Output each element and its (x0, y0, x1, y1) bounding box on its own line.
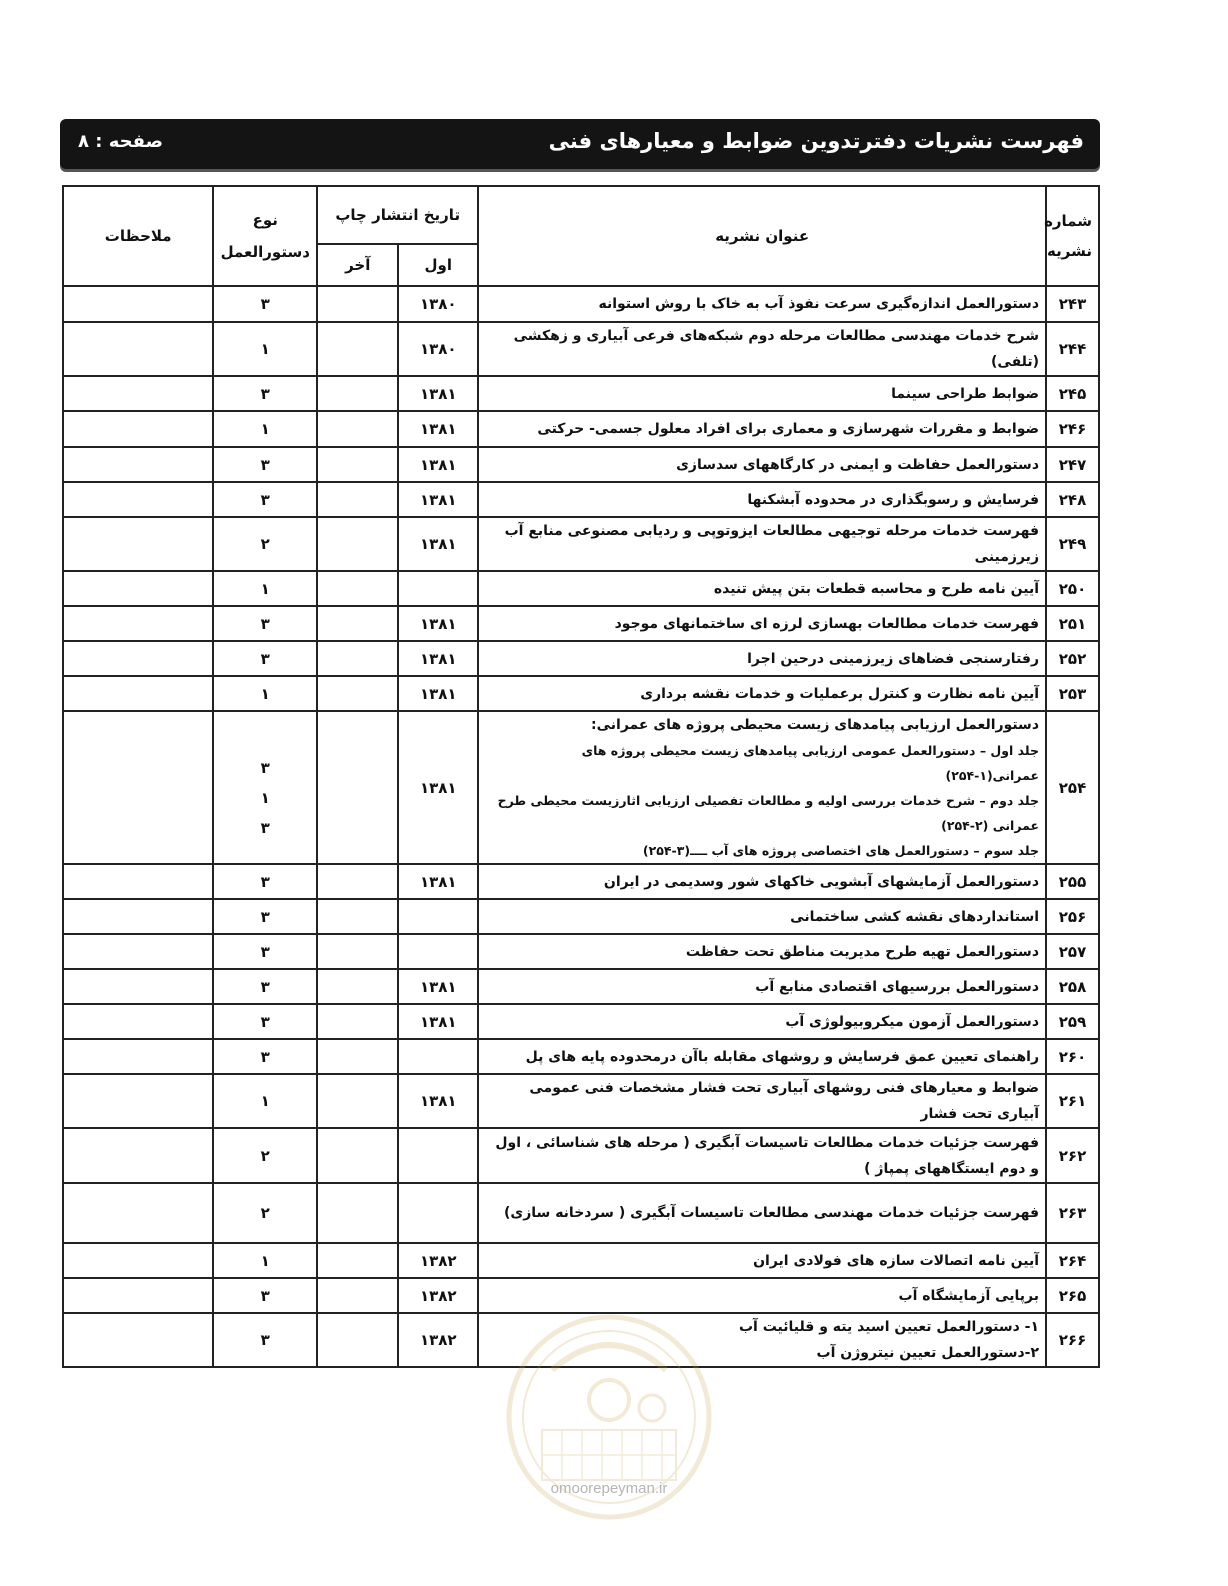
publication-title (478, 571, 1046, 606)
first-print-year (398, 1128, 478, 1183)
last-print-year (317, 1313, 398, 1367)
first-print-year (398, 899, 478, 934)
publication-title (478, 286, 1046, 322)
table-row (63, 1039, 1099, 1074)
instruction-type-value: ۳ (260, 818, 270, 837)
table-row (63, 411, 1099, 447)
publication-title-text: دستورالعمل بررسیهای اقتصادی منابع آب (755, 978, 1040, 995)
publication-title (478, 411, 1046, 447)
table-row (63, 711, 1099, 864)
table-row (63, 969, 1099, 1004)
last-print-year (317, 1243, 398, 1278)
publication-title (478, 1243, 1046, 1278)
instruction-type: ۱ (213, 322, 317, 376)
first-print-year (398, 1183, 478, 1243)
last-print-year (317, 517, 398, 571)
notes-cell (63, 376, 213, 411)
publication-title (478, 1278, 1046, 1313)
first-print-year: ۱۳۸۲ (398, 1243, 478, 1278)
publication-title (478, 376, 1046, 411)
page-number-label: صفحه : ۸ (78, 131, 163, 152)
publication-title-text: برپایی آزمایشگاه آب (898, 1287, 1040, 1304)
table-row (63, 376, 1099, 411)
publication-title-text: آیین نامه طرح و محاسبه قطعات بتن پیش تنیده (713, 580, 1040, 597)
publication-title-text: فهرست جزئیات خدمات مطالعات تاسیسات آبگیری ( مرحله های شناسائی ، اول و دوم ایستگاههای پمپاژ ) (495, 1134, 1040, 1177)
last-print-year (317, 1128, 398, 1183)
header-title: عنوان نشریه (478, 186, 1046, 286)
publication-title (478, 1183, 1046, 1243)
last-print-year (317, 711, 398, 864)
first-print-year: ۱۳۸۱ (398, 482, 478, 517)
publication-title (478, 899, 1046, 934)
first-print-year: ۱۳۸۱ (398, 517, 478, 571)
last-print-year (317, 571, 398, 606)
table-row (63, 1183, 1099, 1243)
instruction-type: ۳ (213, 482, 317, 517)
document-header-bar (60, 119, 1100, 169)
notes-cell (63, 286, 213, 322)
instruction-type: ۱ (213, 1074, 317, 1128)
publication-title-text: شرح خدمات مهندسی مطالعات مرحله دوم شبکه‌های فرعی آبیاری و زهکشی (تلفی) (513, 328, 1040, 370)
instruction-type: ۳ (213, 606, 317, 641)
instruction-type: ۲ (213, 1183, 317, 1243)
notes-cell (63, 676, 213, 711)
last-print-year (317, 286, 398, 322)
table-row (63, 286, 1099, 322)
table-row (63, 606, 1099, 641)
last-print-year (317, 411, 398, 447)
publication-number: ۲۴۵ (1046, 376, 1099, 411)
publication-number: ۲۴۴ (1046, 322, 1099, 376)
last-print-year (317, 934, 398, 969)
table-row (63, 1243, 1099, 1278)
publication-title (478, 1039, 1046, 1074)
publication-title (478, 641, 1046, 676)
publication-title-text: ۱- دستورالعمل تعیین اسید یته و قلیائیت آب (738, 1319, 1040, 1335)
notes-cell (63, 322, 213, 376)
last-print-year (317, 641, 398, 676)
table-row (63, 1278, 1099, 1313)
publication-title (478, 969, 1046, 1004)
notes-cell (63, 1278, 213, 1313)
notes-cell (63, 1004, 213, 1039)
table-row (63, 676, 1099, 711)
header-notes: ملاحظات (63, 186, 213, 286)
publication-title (478, 934, 1046, 969)
table-row (63, 864, 1099, 899)
last-print-year (317, 1278, 398, 1313)
publication-number: ۲۵۳ (1046, 676, 1099, 711)
publication-number: ۲۶۱ (1046, 1074, 1099, 1128)
instruction-type: ۳ (213, 899, 317, 934)
notes-cell (63, 864, 213, 899)
table-row (63, 934, 1099, 969)
publication-title-text: دستورالعمل آزمون میکروبیولوژی آب (785, 1013, 1040, 1030)
publication-title-text: فرسایش و رسوبگذاری در محدوده آبشکنها (747, 491, 1040, 508)
publication-volume-line: جلد اول – دستورالعمل عمومی ارزیابی پیامدهای زیست محیطی پروژه های عمرانی(۱-۲۵۴) (581, 743, 1040, 783)
publication-title-text: راهنمای تعیین عمق فرسایش و روشهای مقابله باآن درمحدوده پایه های پل (525, 1048, 1040, 1065)
publication-title-text: رفتارسنجی فضاهای زیرزمینی درحین اجرا (747, 650, 1040, 667)
publications-table (62, 185, 1100, 1368)
publication-title-text: فهرست خدمات مطالعات بهسازی لرزه ای ساختمانهای موجود (614, 615, 1040, 632)
publication-title (478, 711, 1046, 864)
instruction-type (213, 711, 317, 864)
document-title: فهرست نشریات دفترتدوین ضوابط و معیارهای فنی (548, 129, 1084, 153)
publication-volume-line: جلد دوم – شرح خدمات بررسی اولیه و مطالعات تفصیلی ارزیابی اثارزیست محیطی طرح عمرانی (۲-۲۵۴) (497, 793, 1040, 833)
publication-title (478, 864, 1046, 899)
instruction-type: ۱ (213, 1243, 317, 1278)
table-row (63, 482, 1099, 517)
instruction-type: ۳ (213, 934, 317, 969)
publication-number: ۲۵۱ (1046, 606, 1099, 641)
first-print-year: ۱۳۸۰ (398, 322, 478, 376)
instruction-type: ۳ (213, 447, 317, 482)
instruction-type: ۳ (213, 864, 317, 899)
instruction-type: ۳ (213, 1039, 317, 1074)
instruction-type: ۳ (213, 969, 317, 1004)
header-last: آخر (317, 244, 398, 286)
notes-cell (63, 517, 213, 571)
first-print-year: ۱۳۸۱ (398, 447, 478, 482)
notes-cell (63, 1183, 213, 1243)
instruction-type: ۳ (213, 1004, 317, 1039)
table-row (63, 571, 1099, 606)
last-print-year (317, 322, 398, 376)
table-body (63, 286, 1099, 1367)
last-print-year (317, 447, 398, 482)
publication-title-text: آیین نامه نظارت و کنترل برعملیات و خدمات نقشه برداری (640, 685, 1040, 702)
publication-title-text: دستورالعمل آزمایشهای آبشویی خاکهای شور وسدیمی در ایران (603, 873, 1040, 890)
publication-title-text: فهرست جزئیات خدمات مهندسی مطالعات تاسیسات آبگیری ( سردخانه سازی) (504, 1205, 1040, 1221)
publication-title-text: دستورالعمل حفاظت و ایمنی در کارگاههای سدسازی (676, 456, 1040, 473)
notes-cell (63, 1243, 213, 1278)
instruction-type-value: ۱ (260, 788, 270, 807)
last-print-year (317, 1074, 398, 1128)
notes-cell (63, 411, 213, 447)
publication-title (478, 447, 1046, 482)
publication-title (478, 676, 1046, 711)
publication-title-text: فهرست خدمات مرحله توجیهی مطالعات ایزوتوپی و ردیابی مصنوعی منابع آب زیرزمینی (504, 523, 1040, 565)
last-print-year (317, 676, 398, 711)
header-type: نوع دستورالعمل (213, 186, 317, 286)
publication-number: ۲۶۴ (1046, 1243, 1099, 1278)
instruction-type: ۱ (213, 571, 317, 606)
publication-number: ۲۶۰ (1046, 1039, 1099, 1074)
last-print-year (317, 1004, 398, 1039)
first-print-year: ۱۳۸۱ (398, 711, 478, 864)
table-row (63, 517, 1099, 571)
first-print-year: ۱۳۸۱ (398, 411, 478, 447)
notes-cell (63, 899, 213, 934)
publication-title-text: استانداردهای نقشه کشی ساختمانی (790, 908, 1040, 925)
notes-cell (63, 1074, 213, 1128)
notes-cell (63, 482, 213, 517)
publication-number: ۲۴۷ (1046, 447, 1099, 482)
first-print-year: ۱۳۸۱ (398, 969, 478, 1004)
table-row (63, 322, 1099, 376)
first-print-year: ۱۳۸۱ (398, 1004, 478, 1039)
publication-title (478, 1004, 1046, 1039)
last-print-year (317, 376, 398, 411)
watermark-url: omoorepeyman.ir (550, 1480, 668, 1497)
publication-title-text: دستورالعمل تهیه طرح مدیریت مناطق تحت حفاظت (685, 943, 1040, 960)
first-print-year: ۱۳۸۲ (398, 1278, 478, 1313)
instruction-type: ۳ (213, 376, 317, 411)
publication-number: ۲۶۳ (1046, 1183, 1099, 1243)
instruction-type: ۲ (213, 1128, 317, 1183)
table-row (63, 1004, 1099, 1039)
publication-number: ۲۵۰ (1046, 571, 1099, 606)
first-print-year: ۱۳۸۱ (398, 864, 478, 899)
instruction-type: ۳ (213, 1313, 317, 1367)
publication-title-text: دستورالعمل اندازه‌گیری سرعت نفوذ آب به خاک با روش استوانه (598, 296, 1040, 312)
publication-title-text: دستورالعمل ارزیابی پیامدهای زیست محیطی پروژه های عمرانی: (591, 717, 1040, 733)
publication-title-text: ضوابط و معیارهای فنی روشهای آبیاری تحت فشار مشخصات فنی عمومی آبیاری تحت فشار (529, 1080, 1040, 1122)
table-row (63, 1128, 1099, 1183)
instruction-type-value: ۳ (260, 758, 270, 777)
publication-title (478, 1128, 1046, 1183)
notes-cell (63, 571, 213, 606)
publication-title (478, 322, 1046, 376)
last-print-year (317, 864, 398, 899)
instruction-type: ۳ (213, 286, 317, 322)
notes-cell (63, 711, 213, 864)
table-row (63, 899, 1099, 934)
publication-title (478, 517, 1046, 571)
publication-title-text: ضوابط طراحی سینما (891, 385, 1040, 402)
publication-number: ۲۶۲ (1046, 1128, 1099, 1183)
first-print-year: ۱۳۸۱ (398, 676, 478, 711)
last-print-year (317, 1039, 398, 1074)
publication-number: ۲۵۷ (1046, 934, 1099, 969)
notes-cell (63, 606, 213, 641)
first-print-year (398, 571, 478, 606)
publication-title (478, 606, 1046, 641)
last-print-year (317, 482, 398, 517)
publication-number: ۲۵۲ (1046, 641, 1099, 676)
publication-number: ۲۶۶ (1046, 1313, 1099, 1367)
instruction-type: ۲ (213, 517, 317, 571)
notes-cell (63, 934, 213, 969)
publication-number: ۲۵۸ (1046, 969, 1099, 1004)
publication-number: ۲۵۹ (1046, 1004, 1099, 1039)
publication-volume-line: جلد سوم – دستورالعمل های اختصاصی پروژه های آب ــــ(۳-۲۵۴) (642, 843, 1040, 858)
first-print-year: ۱۳۸۰ (398, 286, 478, 322)
first-print-year: ۱۳۸۱ (398, 1074, 478, 1128)
table-row (63, 1074, 1099, 1128)
publication-number: ۲۶۵ (1046, 1278, 1099, 1313)
first-print-year: ۱۳۸۱ (398, 606, 478, 641)
table-header (63, 186, 1099, 286)
last-print-year (317, 899, 398, 934)
table-row (63, 641, 1099, 676)
notes-cell (63, 447, 213, 482)
publication-number: ۲۴۶ (1046, 411, 1099, 447)
first-print-year (398, 934, 478, 969)
publication-title (478, 1074, 1046, 1128)
instruction-type: ۳ (213, 1278, 317, 1313)
first-print-year: ۱۳۸۱ (398, 641, 478, 676)
header-print-date: تاریخ انتشار چاپ (317, 186, 478, 244)
first-print-year (398, 1039, 478, 1074)
publication-title-text: آیین نامه اتصالات سازه های فولادی ایران (753, 1252, 1040, 1269)
last-print-year (317, 969, 398, 1004)
publication-number: ۲۴۳ (1046, 286, 1099, 322)
instruction-type: ۱ (213, 676, 317, 711)
instruction-type: ۱ (213, 411, 317, 447)
header-first: اول (398, 244, 478, 286)
notes-cell (63, 641, 213, 676)
publication-number: ۲۵۵ (1046, 864, 1099, 899)
header-number: شماره نشریه (1046, 186, 1099, 286)
last-print-year (317, 606, 398, 641)
publication-number: ۲۴۸ (1046, 482, 1099, 517)
publication-title (478, 482, 1046, 517)
instruction-type: ۳ (213, 641, 317, 676)
first-print-year: ۱۳۸۱ (398, 376, 478, 411)
notes-cell (63, 1039, 213, 1074)
publication-number: ۲۴۹ (1046, 517, 1099, 571)
notes-cell (63, 1313, 213, 1367)
publication-number: ۲۵۴ (1046, 711, 1099, 864)
first-print-year: ۱۳۸۲ (398, 1313, 478, 1367)
notes-cell (63, 969, 213, 1004)
publication-number: ۲۵۶ (1046, 899, 1099, 934)
last-print-year (317, 1183, 398, 1243)
publication-title-text: ضوابط و مقررات شهرسازی و معماری برای افراد معلول جسمی- حرکتی (537, 421, 1040, 437)
notes-cell (63, 1128, 213, 1183)
publication-volume-line: ۲-دستورالعمل تعیین نیتروژن آب (816, 1345, 1040, 1361)
table-row (63, 447, 1099, 482)
